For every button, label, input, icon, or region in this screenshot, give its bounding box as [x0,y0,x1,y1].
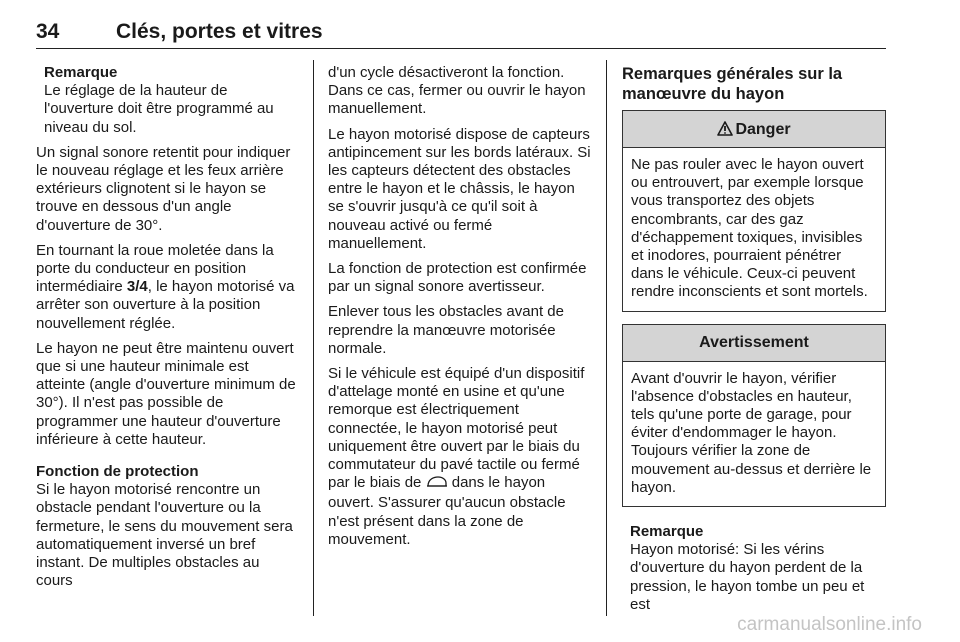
column-right [622,64,886,621]
paragraph [36,242,298,333]
subheading: Fonction de protection [36,463,199,481]
column-divider [313,60,314,616]
warning-text: Avant d'ouvrir le hayon, vérifier l'absence d'obstacles en hauteur, tels qu'une porte de garage, pour éviter d'endommager le hayon. Toujours vérifier la zone de mouvement au-dessus et derrière le hayon. [631,369,872,496]
page-number: 34 [36,20,60,43]
paragraph-text: Si le véhicule est équipé d'un dispositif d'attelage monté en usine et qu'une remorque est électriquement connectée, le hayon motorisé peut uniquement être ouvert par le biais du commutateur du pavé tactile ou fermé par le biais de [328,365,585,492]
paragraph: Enlever tous les obstacles avant de reprendre la manœuvre motorisée normale. [328,303,564,357]
paragraph [328,365,592,549]
note-text: Le réglage de la hauteur de l'ouverture doit être programmé au niveau du sol. [44,82,274,136]
page-header [36,20,886,49]
paragraph: Le hayon motorisé dispose de capteurs antipincement sur les bords latéraux. Si les capteurs détectent des obstacles entre le hayon et le châssis, le hayon se s'ouvrir jusqu'à ce qu'il soit à nouveau activé ou fermé manuellement. [328,125,591,252]
column-divider [606,60,607,616]
warning-triangle-icon [717,111,733,147]
note-title: Remarque [44,64,118,81]
note-title: Remarque [630,523,704,541]
note-block [36,64,298,137]
paragraph: La fonction de protection est confirmée par un signal sonore avertisseur. [328,260,587,296]
danger-header [623,111,885,148]
note-block [622,523,886,614]
chapter-title: Clés, portes et vitres [116,20,323,43]
paragraph-text: dans le hayon ouvert. S'assurer qu'aucun obstacle n'est présent dans la zone de mouvement. [328,474,566,548]
section-title: Remarques générales sur la manœuvre du hayon [622,65,843,103]
column-middle [328,64,592,556]
paragraph-text: , le hayon motorisé va arrêter son ouverture à la position nouvellement réglée. [36,278,295,332]
remote-key-icon [426,475,448,494]
danger-title: Danger [735,121,791,138]
danger-text: Ne pas rouler avec le hayon ouvert ou entrouvert, par exemple lorsque vous transportez des objets encombrants, car des gaz d'échappement toxiques, invisibles et inodores, pourraient pénétrer dans le véhicule. Ceux-ci peuvent rendre inconscients et sont mortels. [631,156,868,301]
paragraph: d'un cycle désactiveront la fonction. Dans ce cas, fermer ou ouvrir le hayon manuellement. [328,64,586,118]
paragraph-text: En tournant la roue moletée dans la porte du conducteur en position intermédiaire [36,241,274,296]
warning-title: Avertissement [623,325,885,362]
position-reference: 3/4 [126,278,148,296]
paragraph: Si le hayon motorisé rencontre un obstacle pendant l'ouverture ou la fermeture, le sens du mouvement sera automatiquement inversé un bref instant. De multiples obstacles au cours [36,481,293,590]
warning-box [622,324,886,507]
danger-box [622,110,886,312]
note-text: Hayon motorisé: Si les vérins d'ouverture du hayon perdent de la pression, le hayon tombe un peu et est [630,541,865,613]
paragraph: Un signal sonore retentit pour indiquer le nouveau réglage et les feux arrière extérieurs clignotent si le hayon se trouve en dessous d'un angle d'ouverture de 30°. [36,143,291,234]
paragraph: Le hayon ne peut être maintenu ouvert que si une hauteur minimale est atteinte (angle d'ouverture minimum de 30°). Il n'est pas possible de programmer une hauteur d'ouverture inférieure à cette hauteur. [36,339,296,448]
watermark: carmanualsonline.info [737,614,922,635]
column-left [36,64,298,597]
